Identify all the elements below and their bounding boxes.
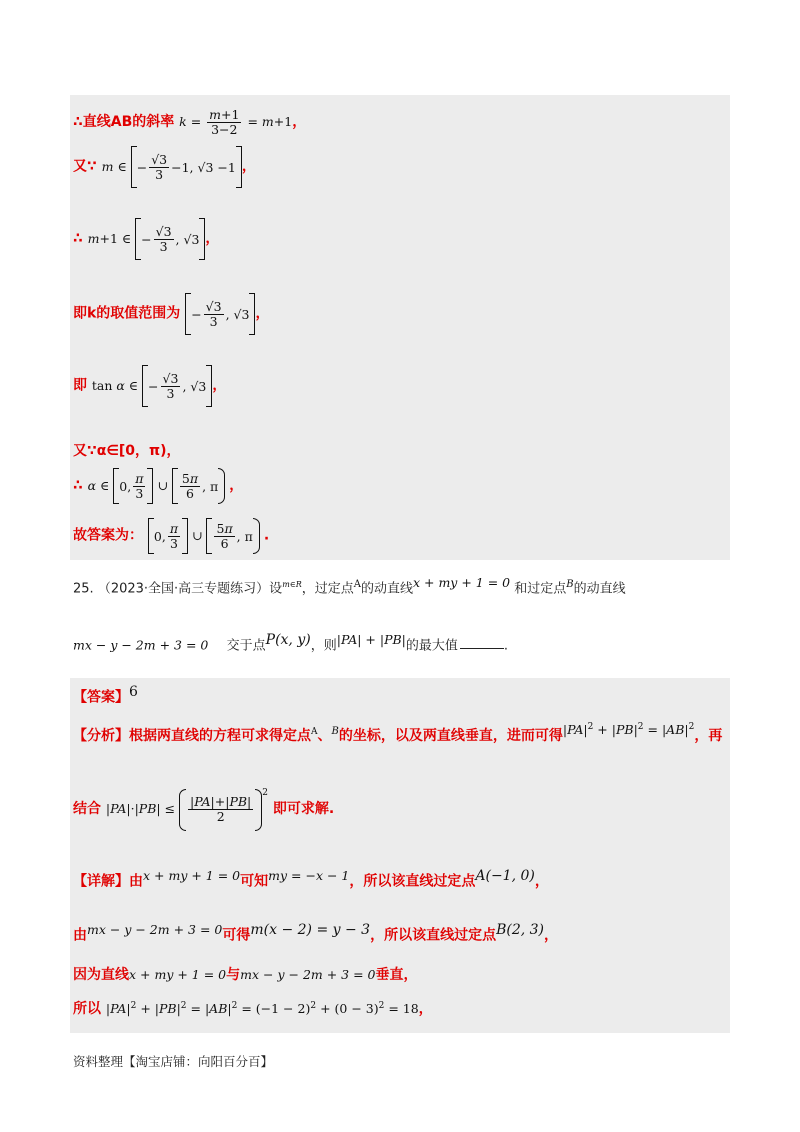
final-answer-interval: 0, $\frac{\pi}{3}$ ∪ $\frac{5\pi}{6}$ , π [148,528,264,543]
solution-line-5: 即 tan α ∈ − $\frac{√3}{3}$ , √3 ， [73,365,226,407]
solution-line-6: 又∵α∈[0，π)， [73,443,181,459]
detail-line-4: 所以 $|PA|^2 + |PB|^2 = |AB|^2 = (-1 - 2)^2 + (0 - 3)^2 = 18$， [73,1000,433,1017]
m-range: m ∈ − $\frac{√3}{3}$ −1, √3 −1 [102,159,242,174]
question-25-line-1: 25. （2023·全国·高三专题练习）设$^{m\in R}$，过定点$^A$的动直线x + my + 1 = 0 和过定点$^B$的动直线 [73,575,626,597]
alpha-range: α ∈ 0, $\frac{\pi}{3}$ ∪ $\frac{5\pi}{6}$ , π [88,478,230,493]
analysis-inequality: |PA|·|PB| ≤ $\frac{|PA|+|PB|}{2}$ $^2$ [106,801,268,816]
answer-blank [460,636,504,649]
solution-line-8: 故答案为： 0, $\frac{\pi}{3}$ ∪ $\frac{5\pi}{6}$ , π . [73,518,269,554]
detail-line-1: 【详解】由x + my + 1 = 0可知my = −x − 1，所以该直线过定点A(−1, 0)， [73,868,549,890]
k-range: − $\frac{√3}{3}$ , √3 [185,306,255,321]
analysis-equation: $|PA|^2 + |PB|^2 = |AB|^2$ [562,722,695,738]
tan-range: tan α ∈ − $\frac{√3}{3}$ , √3 [92,378,212,393]
detail-line-3: 因为直线x + my + 1 = 0与mx − y − 2m + 3 = 0垂直， [73,967,418,983]
solution-line-1: ∴直线AB的斜率 k = $\frac{m+1}{3-2}$ = m+1， [73,107,307,137]
solution-line-3: ∴ m+1 ∈ − $\frac{√3}{3}$ , √3 ， [73,218,219,260]
question-25-line-2: mx − y − 2m + 3 = 0 交于点P(x, y)，则|PA| + |PB|的最大值 . [73,632,509,654]
question-number: 25. [73,581,94,597]
detail-line-2: 由mx − y − 2m + 3 = 0可得m(x − 2) = y − 3，所以该直线过定点B(2, 3)， [73,922,559,944]
analysis-line-2: 结合 |PA|·|PB| ≤ $\frac{|PA|+|PB|}{2}$ $^2$ 即可求解. [73,788,334,831]
solution-line-4: 即k的取值范围为 − $\frac{√3}{3}$ , √3 ， [73,293,269,335]
m-plus-one-range: m+1 ∈ − $\frac{√3}{3}$ , √3 [88,231,206,246]
solution-line-2: 又∵ m ∈ − $\frac{√3}{3}$ −1, √3 −1 ， [73,146,256,188]
page-footer: 资料整理【淘宝店铺：向阳百分百】 [73,1054,274,1069]
slope-formula: k = $\frac{m+1}{3-2}$ = m+1 [179,107,293,137]
answer-line: 【答案】6 [73,684,138,706]
distance-equation: $|PA|^2 + |PB|^2 = |AB|^2 = (-1 - 2)^2 + (0 - 3)^2 = 18$ [105,1000,419,1016]
analysis-line-1: 【分析】根据两直线的方程可求得定点$^A$、$^B$的坐标，以及两直线垂直，进而可得$|PA|^2 + |PB|^2 = |AB|^2$，再 [73,722,723,744]
solution-line-7: ∴ α ∈ 0, $\frac{\pi}{3}$ ∪ $\frac{5\pi}{6}$ , π ， [73,468,243,504]
